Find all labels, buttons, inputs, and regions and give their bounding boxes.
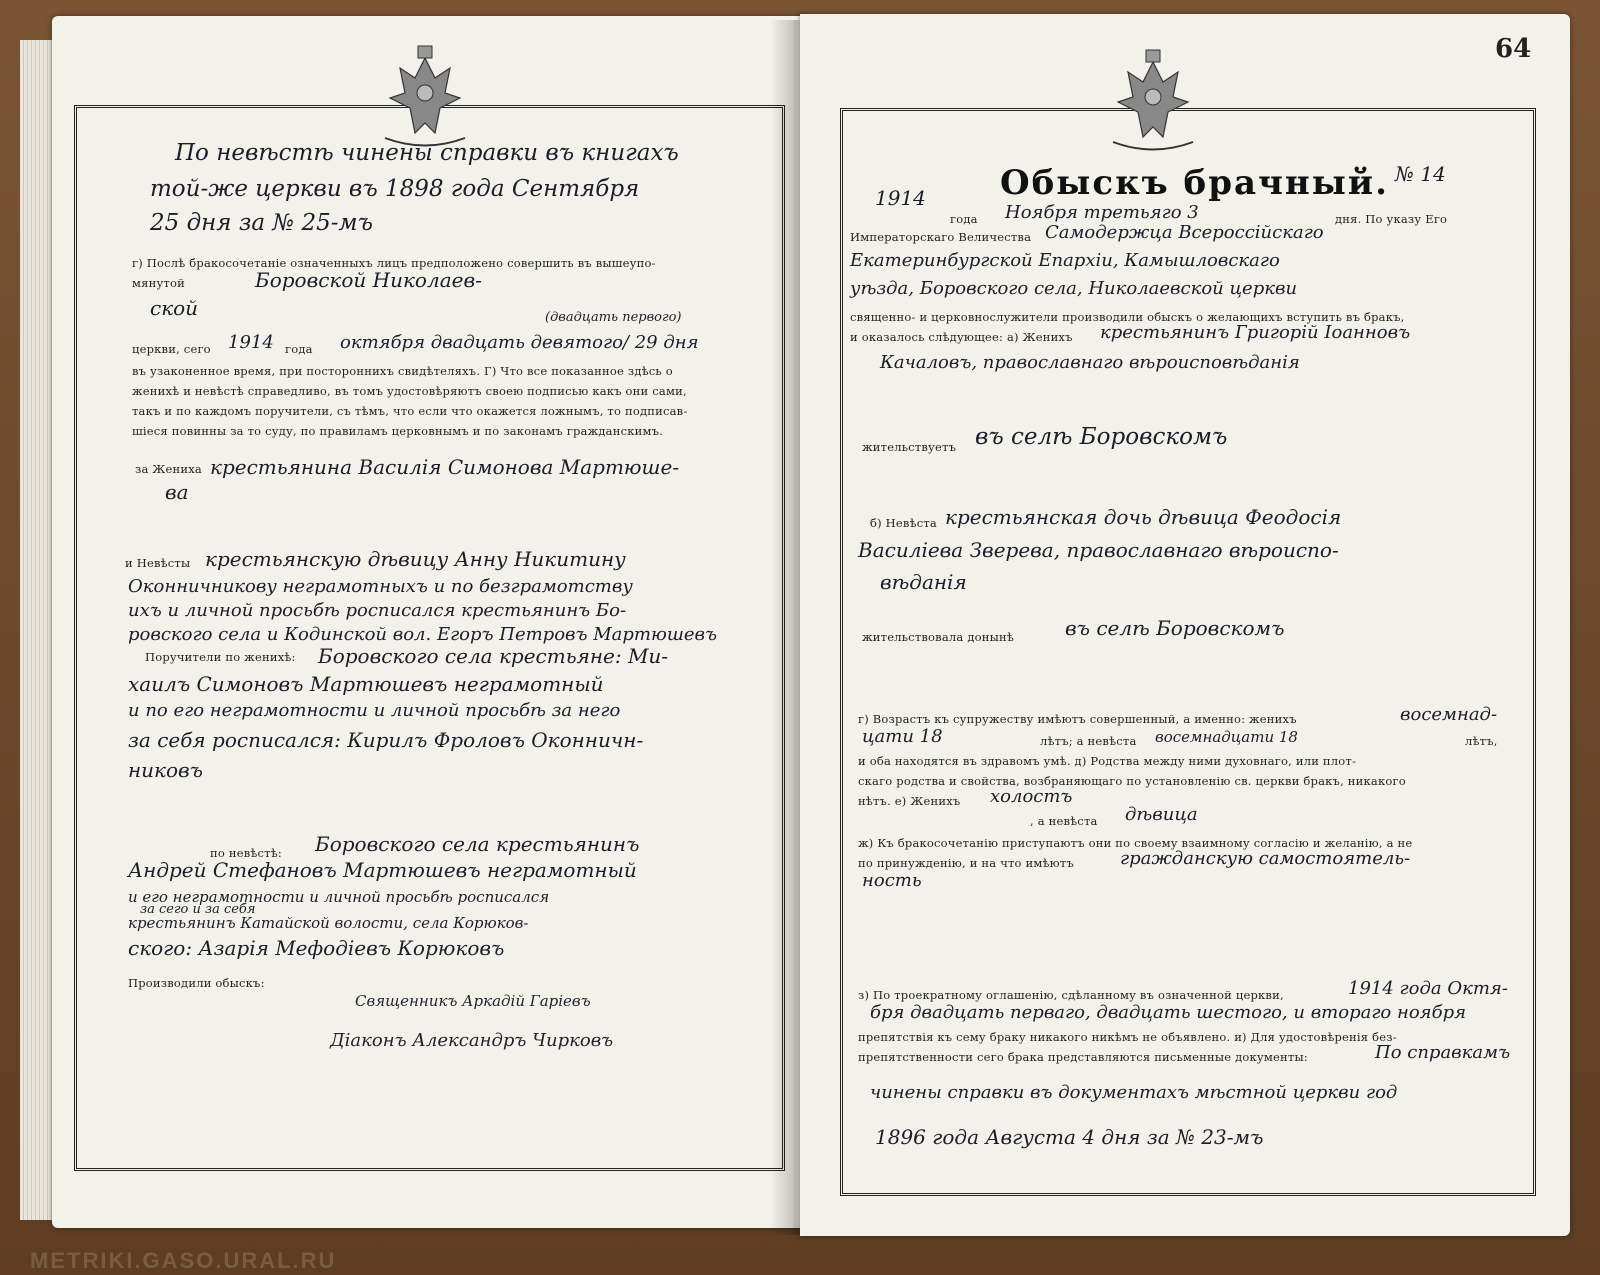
hw-line-0: По невѣстѣ чинены справки въ книгахъ (175, 140, 679, 166)
hw-line-11: Оконничникову неграмотныхъ и по безграмотству (128, 576, 633, 597)
hw-line-19: Боровского села крестьянинъ (315, 832, 640, 856)
r-print-7: жительствовала донынѣ (862, 630, 1014, 644)
r-hw-5: крестьянинъ Григорій Іоанновъ (1100, 322, 1411, 343)
hw-line-22: крестьянинъ Катайской волости, села Корюков- (128, 914, 529, 932)
r-print-6: б) Невѣста (870, 516, 937, 530)
print-line-9: и Невѣсты (125, 556, 191, 570)
hw-line-12: ихъ и личной просьбѣ росписался крестьянинъ Бо- (128, 600, 627, 621)
hw-line-6: октября двадцать девятого/ 29 дня (340, 332, 699, 353)
hw-line-23: ского: Азарія Мефодіевъ Корюковъ (128, 936, 505, 960)
print-line-7: шiеся повинны за то суду, по правиламъ церковнымъ и по законамъ гражданскимъ. (132, 424, 663, 438)
hw-line-9: ва (165, 480, 189, 504)
hw-line-1: той-же церкви въ 1898 года Сентября (150, 176, 640, 202)
r-print-2: Императорскаго Величества (850, 230, 1032, 244)
hw-line-3: Боровской Николаев- (255, 268, 482, 292)
hw-line-13: ровского села и Кодинской вол. Егоръ Петровъ Мартюшевъ (128, 624, 718, 645)
r-hw-3: Екатеринбургской Епархіи, Камышловскаго (850, 250, 1280, 271)
r-print-12: скаго родства и свойства, возбраняющаго по установленію св. церкви бракъ, никакого (858, 774, 1406, 788)
r-print-1: дня. По указу Его (1335, 212, 1448, 226)
page-number: 64 (1495, 34, 1532, 64)
r-print-19: препятственности сего брака представляются письменные документы: (858, 1050, 1308, 1064)
r-print-9: лѣтъ; а невѣста (1040, 734, 1137, 748)
priest-signature: Священникъ Аркадій Гаріевъ (355, 992, 591, 1010)
r-print-13: нѣтъ. е) Женихъ (858, 794, 961, 808)
print-line-6: такъ и по каждомъ поручители, съ тѣмъ, что если что окажется ложнымъ, то подписав- (132, 404, 688, 418)
r-hw-15: холостъ (990, 786, 1073, 807)
r-hw-2: Самодержца Всероссійскаго (1045, 222, 1324, 243)
print-line-11: по невѣстѣ: (210, 846, 282, 860)
r-print-15: ж) Къ бракосочетанію приступаютъ они по своему взаимному согласію и желанію, а не (858, 836, 1413, 850)
print-line-8: за Жениха (135, 462, 202, 476)
r-print-18: препятствія къ сему браку никакого никѣмъ не объявлено. и) Для удостовѣренія без- (858, 1030, 1397, 1044)
print-line-12: Производили обыскъ: (128, 976, 265, 990)
r-print-14: , а невѣста (1030, 814, 1098, 828)
imperial-eagle-crest-icon (380, 38, 470, 148)
r-print-10: лѣтъ, (1465, 734, 1498, 748)
r-hw-21: По справкамъ (1375, 1042, 1511, 1063)
print-line-3: года (285, 342, 313, 356)
hw-line-4: ской (150, 296, 199, 320)
r-hw-11: въ селѣ Боровскомъ (1065, 616, 1285, 640)
r-hw-14: восемнадцати 18 (1155, 728, 1298, 746)
r-print-16: по принужденію, и на что имѣютъ (858, 856, 1074, 870)
hw-line-17: за себя росписался: Кирилъ Фроловъ Оконничн- (128, 728, 644, 752)
r-hw-0: 1914 (875, 186, 926, 210)
hw-line-5: 1914 (228, 332, 274, 353)
hw-line-21: и его неграмотности и личной просьбѣ росписался (128, 888, 550, 906)
print-line-2: церкви, сего (132, 342, 211, 356)
r-hw-13: цати 18 (862, 726, 943, 747)
r-print-5: жительствуетъ (862, 440, 957, 454)
hw-line-18: никовъ (128, 758, 204, 782)
r-hw-22: чинены справки въ документахъ мѣстной церкви год (870, 1082, 1398, 1103)
hw-line-16: и по его неграмотности и личной просьбѣ за него (128, 700, 621, 721)
watermark: METRIKI.GASO.URAL.RU (30, 1248, 337, 1273)
hw-line-2: 25 дня за № 25-мъ (150, 210, 373, 236)
print-line-10: Поручители по женихѣ: (145, 650, 296, 664)
r-hw-1: Ноября третьяго 3 (1005, 202, 1199, 223)
r-hw-19: 1914 года Октя- (1348, 978, 1508, 999)
r-hw-10: вѣданія (880, 570, 967, 594)
hw-line-14: Боровского села крестьяне: Ми- (318, 644, 669, 668)
hw-line-24: за сего и за себя (140, 902, 256, 917)
print-line-5: женихѣ и невѣстѣ справедливо, въ томъ удостовѣряютъ своею подписью какъ они сами, (132, 384, 687, 398)
hw-line-7: (двадцать первого) (545, 310, 682, 325)
r-hw-23: 1896 года Августа 4 дня за № 23-мъ (875, 1125, 1264, 1149)
page-title: Обыскъ брачный. (1000, 163, 1389, 203)
r-hw-9: Василіева Зверева, православнаго вѣроиспо- (858, 538, 1339, 562)
r-hw-12: восемнад- (1400, 704, 1498, 725)
hw-line-8: крестьянина Василія Симонова Мартюше- (210, 455, 680, 479)
print-line-1: мянутой (132, 276, 185, 290)
r-print-11: и оба находятся въ здравомъ умѣ. д) Родства между ними духовнаго, или плот- (858, 754, 1357, 768)
print-line-4: въ узаконенное время, при постороннихъ свидѣтеляхъ. Г) Что все показанное здѣсь о (132, 364, 673, 378)
print-line-0: г) Послѣ бракосочетаніе означенныхъ лицъ предположено совершить въ вышеупо- (132, 256, 656, 270)
record-number: № 14 (1395, 162, 1446, 186)
r-print-0: года (950, 212, 978, 226)
r-print-17: з) По троекратному оглашенію, сдѣланному въ означенной церкви, (858, 988, 1284, 1002)
deacon-signature: Діаконъ Александръ Чирковъ (330, 1030, 614, 1051)
r-hw-7: въ селѣ Боровскомъ (975, 424, 1228, 450)
hw-line-10: крестьянскую дѣвицу Анну Никитину (205, 547, 626, 571)
r-hw-17: гражданскую самостоятель- (1120, 848, 1411, 869)
r-print-4: и оказалось слѣдующее: а) Женихъ (850, 330, 1073, 344)
hw-line-20: Андрей Стефановъ Мартюшевъ неграмотный (128, 858, 637, 882)
r-hw-4: уѣзда, Боровского села, Николаевской церкви (850, 278, 1298, 299)
hw-line-15: хаилъ Симоновъ Мартюшевъ неграмотный (128, 672, 604, 696)
r-hw-18: ность (862, 870, 922, 891)
r-print-8: г) Возрастъ къ супружеству имѣютъ совершенный, а именно: женихъ (858, 712, 1297, 726)
r-hw-16: дѣвица (1125, 804, 1198, 825)
r-hw-20: бря двадцать перваго, двадцать шестого, и втораго ноября (870, 1002, 1467, 1023)
r-hw-6: Качаловъ, православнаго вѣроисповѣданія (880, 352, 1300, 373)
r-print-3: священно- и церковнослужители производили обыскъ о желающихъ вступить въ бракъ, (850, 310, 1405, 324)
r-hw-8: крестьянская дочь дѣвица Феодосія (945, 505, 1342, 529)
imperial-eagle-crest-icon (1108, 42, 1198, 152)
